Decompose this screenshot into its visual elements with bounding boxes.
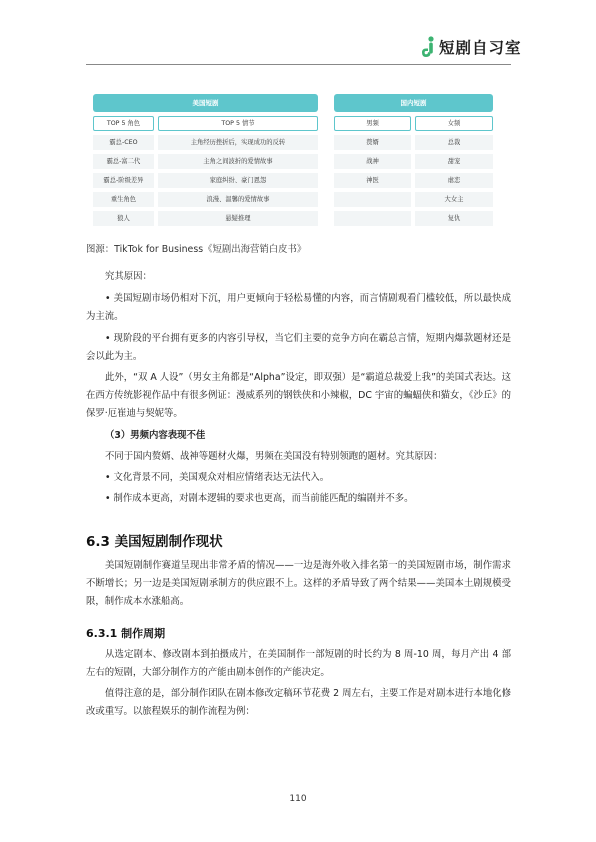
brand-mark-icon: [421, 36, 435, 58]
table-cell: 霸总-CEO: [93, 135, 154, 150]
table-row: [334, 192, 493, 207]
table-cell: 总裁: [415, 135, 493, 150]
us-table-title: 美国短剧: [93, 94, 318, 112]
paragraph: 美国短剧制作赛道呈现出非常矛盾的情况——一边是海外收入排名第一的美国短剧市场，制作需求不断增长；另一边是美国短剧承制方的供应跟不上。这样的矛盾导致了两个结果——美国本土剧规模受限，制作成本水涨船高。: [86, 560, 511, 607]
table-cell: 浪漫、温馨的爱情故事: [158, 192, 318, 207]
table-cell: [334, 192, 411, 207]
table-cell: 主角经历挫折后，实现成功的反转: [158, 135, 318, 150]
table-cell: 家庭纠纷、豪门恩怨: [158, 173, 318, 188]
paragraph: 此外，“双 A 人设”（男女主角都是“Alpha”设定，即双强）是“霸道总裁爱上我”的美国式表达。这在西方传统影视作品中有很多例证：漫威系列的钢铁侠和小辣椒，DC 宇宙的蝙蝠侠和猫女，《沙丘》的保罗·厄崔迪与契妮等。: [86, 372, 511, 419]
bullet-paragraph: • 文化背景不同，美国观众对相应情绪表达无法代入。: [105, 472, 330, 483]
table-cell: 甜宠: [415, 154, 493, 169]
table-row: [334, 135, 493, 150]
bullet-paragraph: • 制作成本更高，对剧本逻辑的要求也更高，而当前能匹配的编剧并不多。: [105, 493, 414, 504]
col-header: 男频: [334, 116, 411, 131]
table-cell: 战神: [334, 154, 411, 169]
table-cell: 赘婿: [334, 135, 411, 150]
col-header: TOP 5 情节: [158, 116, 318, 131]
cn-table-title: 国内短剧: [334, 94, 493, 112]
col-header: 女频: [415, 116, 493, 131]
table-cell: 复仇: [415, 211, 493, 226]
subsection-heading: 6.3.1 制作周期: [86, 627, 166, 640]
bullet-paragraph: • 美国短剧市场仍相对下沉，用户更倾向于轻松易懂的内容，而言情剧观看门槛较低，所以最快成为主流。: [86, 293, 511, 322]
sub-heading: （3）男频内容表现不佳: [105, 430, 206, 441]
header-divider: [86, 64, 511, 65]
col-header: TOP 5 角色: [93, 116, 154, 131]
cn-shortdrama-table: [334, 94, 493, 226]
brand-logo: [421, 36, 522, 58]
brand-name: 短剧自习室: [439, 39, 522, 57]
table-cell: 悬疑推理: [158, 211, 318, 226]
paragraph: 究其原因：: [105, 271, 152, 282]
bullet-paragraph: • 现阶段的平台拥有更多的内容引导权，当它们主要的竞争方向在霸总言情，短期内爆款题材还是会以此为主。: [86, 333, 511, 362]
table-row: [93, 135, 318, 150]
table-row: [93, 192, 318, 207]
table-row: [93, 173, 318, 188]
table-cell: 虐恋: [415, 173, 493, 188]
figure-caption: 图源：TikTok for Business《短剧出海营销白皮书》: [86, 244, 307, 255]
table-cell: 神医: [334, 173, 411, 188]
table-cell: 主角之间波折的爱情故事: [158, 154, 318, 169]
table-cell: 重生角色: [93, 192, 154, 207]
paragraph: 不同于国内赘婿、战神等题材火爆，男频在美国没有特别领跑的题材。究其原因：: [105, 451, 443, 462]
table-row: [334, 211, 493, 226]
table-cell: [334, 211, 411, 226]
table-cell: 狼人: [93, 211, 154, 226]
table-cell: 大女主: [415, 192, 493, 207]
paragraph: 从选定剧本、修改剧本到拍摄成片，在美国制作一部短剧的时长约为 8 周-10 周，每月产出 4 部左右的短剧，大部分制作方的产能由剧本创作的产能决定。: [86, 649, 511, 678]
us-shortdrama-table: [93, 94, 318, 226]
page-number: 110: [289, 794, 307, 804]
table-row: [93, 154, 318, 169]
table-row: [334, 173, 493, 188]
table-cell: 霸总-富二代: [93, 154, 154, 169]
table-cell: 霸总-阶级差异: [93, 173, 154, 188]
paragraph: 值得注意的是，部分制作团队在剧本修改定稿环节花费 2 周左右，主要工作是对剧本进行本地化修改或重写。以旅程娱乐的制作流程为例：: [86, 688, 511, 717]
table-header-row: [334, 116, 493, 131]
section-heading: 6.3 美国短剧制作现状: [86, 534, 223, 550]
table-header-row: [93, 116, 318, 131]
table-row: [334, 154, 493, 169]
table-row: [93, 211, 318, 226]
